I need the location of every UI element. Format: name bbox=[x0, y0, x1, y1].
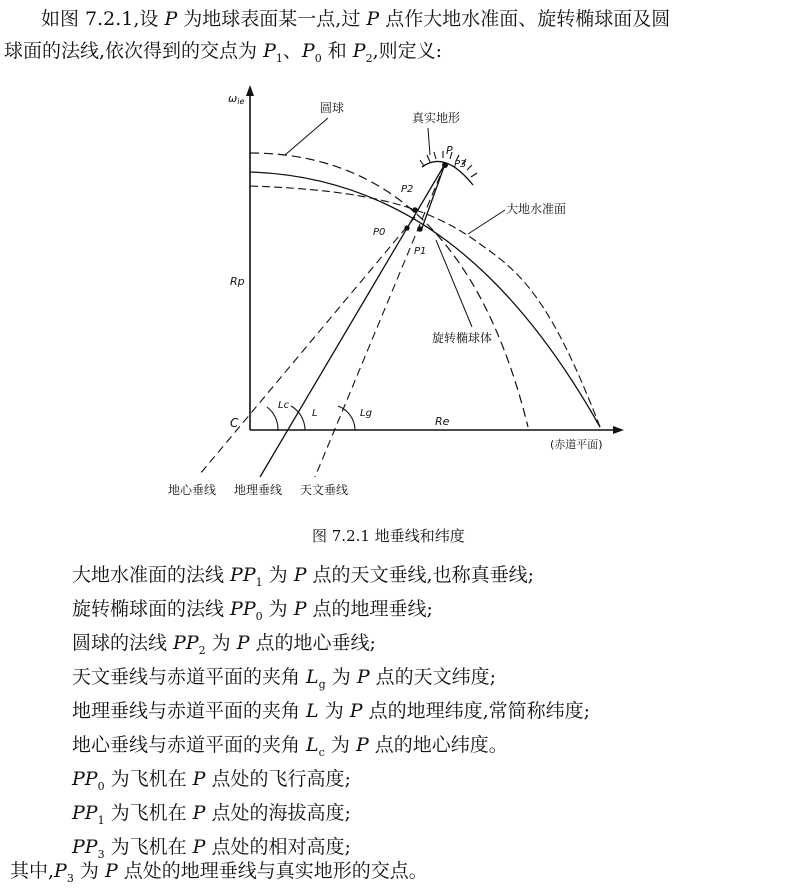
definition-line: $PP_0$ 为飞机在 P 点处的飞行高度; bbox=[72, 768, 351, 793]
equator-axis-arrow bbox=[613, 426, 624, 434]
figure-caption: 图 7.2.1 地垂线和纬度 bbox=[312, 527, 465, 545]
geoid-arc bbox=[250, 186, 600, 427]
geocentric-label: 地心垂线 bbox=[168, 483, 217, 497]
geocentric-line bbox=[200, 217, 415, 474]
ellipsoid-label: 旋转椭球体 bbox=[432, 331, 493, 345]
definition-line: 圆球的法线 $PP_2$ 为 P 点的地心垂线; bbox=[72, 632, 376, 657]
definition-line: 地理垂线与赤道平面的夹角 L 为 P 点的地理纬度,常简称纬度; bbox=[72, 700, 591, 722]
point-P0 bbox=[404, 225, 409, 230]
angle-arc-Lg bbox=[338, 406, 355, 430]
P0-label: P0 bbox=[373, 227, 386, 238]
definition-line: 大地水准面的法线 $PP_1$ 为 P 点的天文垂线,也称真垂线; bbox=[72, 564, 534, 589]
vertical-axis-arrow bbox=[246, 85, 254, 96]
astro-label: 天文垂线 bbox=[300, 483, 349, 497]
point-P bbox=[442, 162, 448, 168]
geodetic-label: 地理垂线 bbox=[234, 483, 283, 497]
Rp-label: Rp bbox=[230, 275, 245, 288]
P-label: P bbox=[446, 144, 453, 157]
C-label: C bbox=[230, 416, 239, 430]
angle-arc-Lc bbox=[267, 407, 278, 430]
point-P1 bbox=[417, 226, 423, 232]
definition-line: 天文垂线与赤道平面的夹角 $L_g$ 为 P 点的天文纬度; bbox=[72, 666, 497, 691]
leader-geoid bbox=[468, 210, 505, 234]
Lc-label: Lc bbox=[278, 400, 290, 411]
Lg-label: Lg bbox=[360, 408, 372, 419]
closing-sentence: 其中$,P_3$ 为 P 点处的地理垂线与真实地形的交点。 bbox=[10, 860, 428, 885]
L-label: L bbox=[312, 408, 318, 419]
definition-line: 旋转椭球面的法线 $PP_0$ 为 P 点的地理垂线; bbox=[72, 598, 433, 623]
Re-label: Re bbox=[435, 415, 450, 428]
leader-terrain bbox=[428, 128, 430, 155]
definition-line: $PP_3$ 为飞机在 P 点处的相对高度; bbox=[72, 836, 351, 861]
leader-ellipsoid bbox=[436, 240, 472, 327]
P1-label: P1 bbox=[414, 246, 427, 257]
geoid-label: 大地水准面 bbox=[506, 202, 567, 216]
point-P2 bbox=[412, 207, 418, 213]
leader-circle bbox=[285, 118, 328, 155]
definition-line: 地心垂线与赤道平面的夹角 $L_c$ 为 P 点的地心纬度。 bbox=[72, 734, 508, 759]
P3-label: P3 bbox=[454, 159, 467, 170]
plumb-line-figure bbox=[150, 82, 670, 512]
sphere-arc bbox=[250, 153, 528, 427]
intro-line-1: 如图 7.2.1,设 P 为地球表面某一点,过 P 点作大地水准面、旋转椭球面及圆 bbox=[41, 8, 671, 30]
angle-arc-L bbox=[291, 406, 305, 430]
intro-line-2: 球面的法线,依次得到的交点为 $P_1$、$P_0$ 和 $P_2$,则定义: bbox=[4, 40, 443, 65]
omega-label: ωie bbox=[228, 92, 245, 106]
P2-label: P2 bbox=[401, 184, 414, 195]
circle-label: 圆球 bbox=[320, 101, 345, 115]
terrain-label: 真实地形 bbox=[412, 111, 461, 125]
definition-line: $PP_1$ 为飞机在 P 点处的海拔高度; bbox=[72, 802, 351, 827]
equator-label: (赤道平面) bbox=[550, 438, 603, 451]
